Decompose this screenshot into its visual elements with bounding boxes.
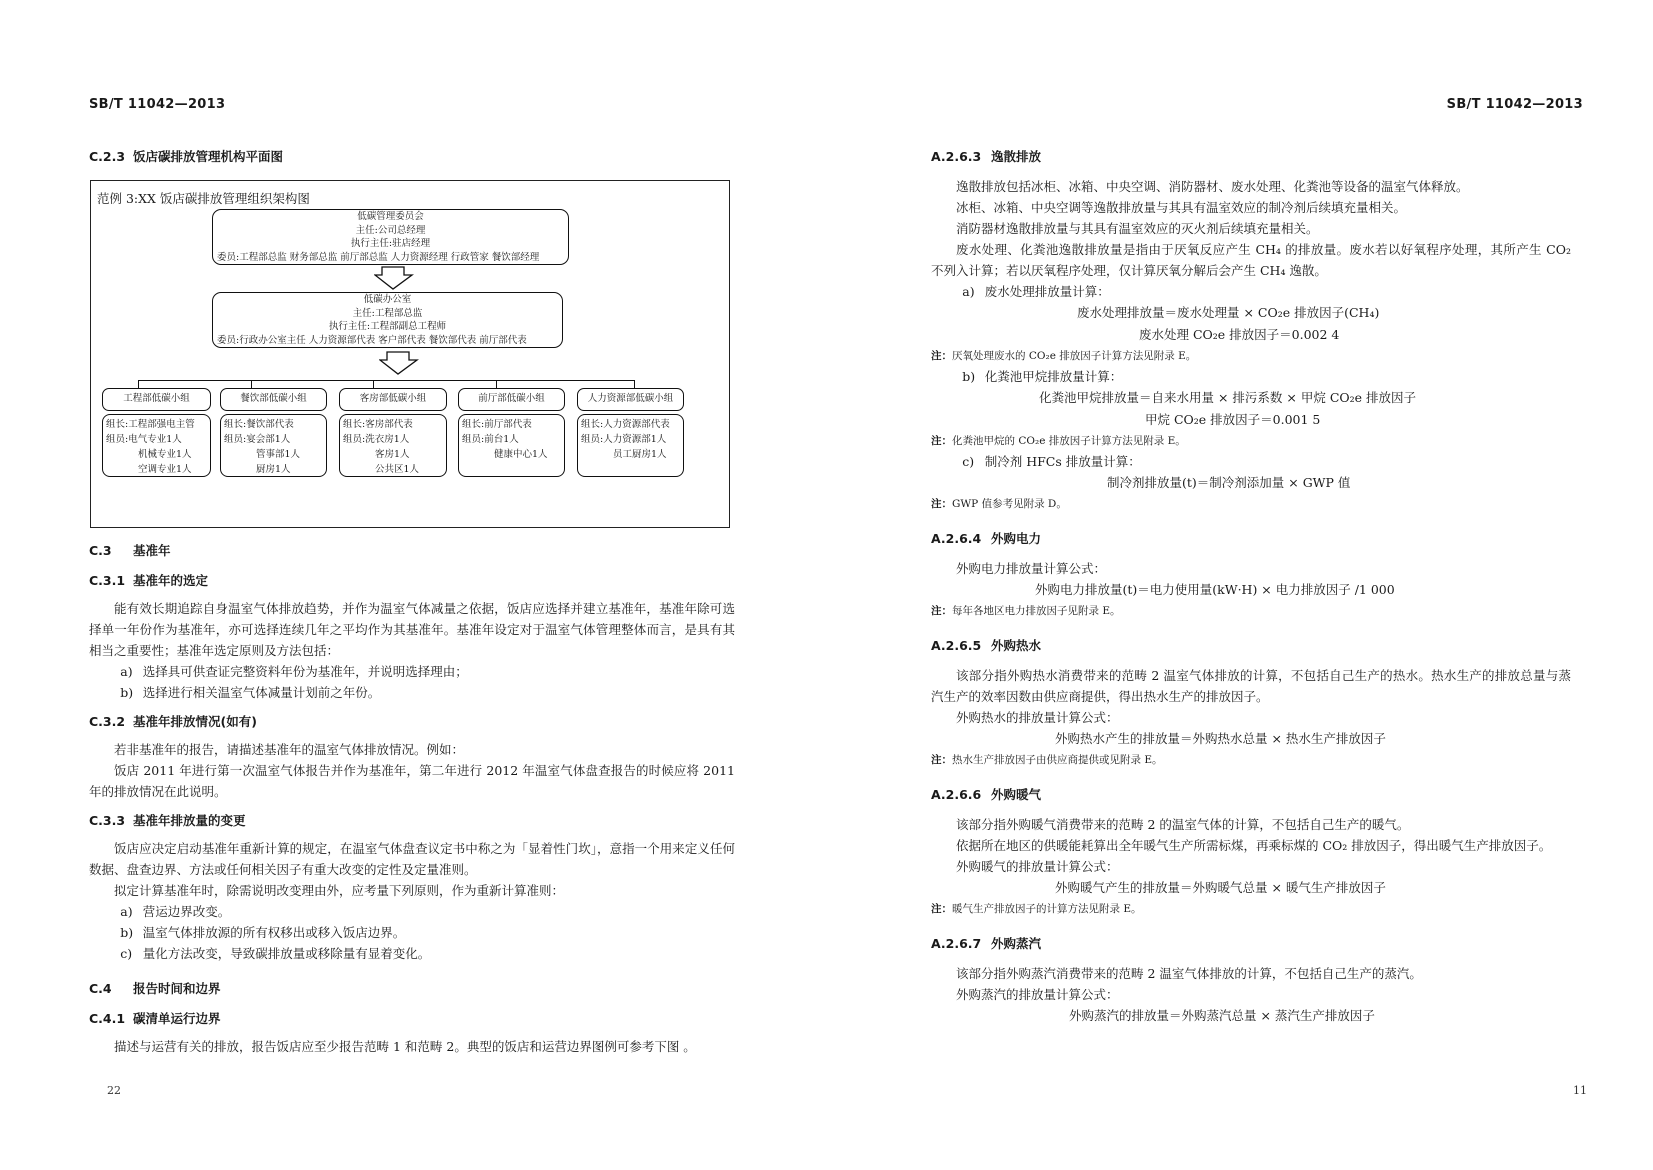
office-members: 委员:行政办公室主任 人力资源部代表 客户部代表 餐饮部代表 前厅部代表: [217, 334, 527, 346]
paragraph: 外购热水的排放量计算公式：: [956, 710, 1119, 725]
list-marker: a): [962, 284, 975, 299]
note-label: 注：: [931, 435, 952, 447]
list-marker: c): [120, 946, 133, 961]
section-heading-a264: [931, 528, 1571, 550]
group-leader: 组长:前厅部代表: [462, 419, 532, 430]
list-text: 量化方法改变，导致碳排放量或移除量有显着变化。: [142, 946, 431, 961]
list-marker: b): [962, 369, 976, 384]
group-member: 组员:前台1人: [462, 434, 519, 445]
left-content: [89, 146, 735, 168]
office-exec: 执行主任:工程部副总工程师: [328, 321, 447, 332]
group-member: 机械专业1人: [138, 449, 192, 460]
section-title: 逸散排放: [991, 149, 1042, 164]
group-leader: 组长:餐饮部代表: [224, 419, 294, 430]
section-number: C.4.1: [89, 1011, 126, 1026]
group-member: 厨房1人: [256, 464, 291, 475]
figure-title: 范例 3:XX 饭店碳排放管理组织架构图: [97, 191, 310, 206]
section-title: 外购电力: [991, 531, 1042, 546]
page-number: 11: [1573, 1084, 1587, 1097]
section-number: C.3.1: [89, 573, 126, 588]
note-text: 化粪池甲烷的 CO₂e 排放因子计算方法见附录 E。: [952, 435, 1186, 447]
section-heading-c4: [89, 978, 735, 1000]
group-member: 组员:电气专业1人: [106, 434, 182, 445]
list-text: 化粪池甲烷排放量计算：: [984, 369, 1123, 384]
group-leader: 组长:人力资源部代表: [581, 419, 670, 430]
list-text: 营运边界改变。: [142, 904, 231, 919]
connector-line: [496, 380, 497, 388]
section-number: C.3.2: [89, 714, 126, 729]
group-member: 空调专业1人: [138, 464, 192, 475]
office-box: [212, 292, 563, 348]
paragraph: 外购蒸汽的排放量计算公式：: [956, 987, 1119, 1002]
formula: 制冷剂排放量(t)＝制冷剂添加量 × GWP 值: [1107, 475, 1351, 490]
list-text: 废水处理排放量计算：: [984, 284, 1110, 299]
paragraph: 饭店应决定启动基准年重新计算的规定，在温室气体盘查议定书中称之为「显着性门坎」，意指一个用来定义任何数据、盘查边界、方法或任何相关因子有重大改变的定性及定量准则。: [89, 841, 735, 877]
paragraph: 冰柜、冰箱、中央空调等逸散排放量与其具有温室效应的制冷剂后续填充量相关。: [956, 200, 1407, 215]
section-title: 外购热水: [991, 638, 1042, 653]
list-text: 选择进行相关温室气体减量计划前之年份。: [142, 685, 381, 700]
list-marker: a): [120, 904, 133, 919]
formula: 外购热水产生的排放量＝外购热水总量 × 热水生产排放因子: [1055, 731, 1386, 746]
group-member: 管事部1人: [256, 449, 301, 460]
note-text: GWP 值参考见附录 D。: [952, 498, 1067, 510]
section-number: A.2.6.7: [931, 936, 982, 951]
note-text: 厌氧处理废水的 CO₂e 排放因子计算方法见附录 E。: [952, 350, 1197, 362]
group-leader: 组长:工程部强电主管: [106, 419, 195, 430]
section-number: A.2.6.3: [931, 149, 982, 164]
section-heading-a265: [931, 635, 1571, 657]
group-box: 客房部低碳小组: [339, 388, 447, 411]
connector-line: [251, 380, 252, 388]
group-members-box: [339, 414, 447, 477]
formula: 化粪池甲烷排放量＝自来水用量 × 排污系数 × 甲烷 CO₂e 排放因子: [1039, 390, 1417, 405]
paragraph: 该部分指外购蒸汽消费带来的范畴 2 温室气体排放的计算，不包括自己生产的蒸汽。: [956, 966, 1422, 981]
note: [931, 899, 1571, 919]
committee-box: [212, 209, 569, 265]
note-text: 暖气生产排放因子的计算方法见附录 E。: [952, 903, 1142, 915]
note-label: 注：: [931, 754, 952, 766]
section-title: 基准年: [133, 543, 171, 558]
note: [931, 346, 1571, 366]
formula: 废水处理 CO₂e 排放因子＝0.002 4: [1139, 327, 1340, 342]
group-box: 前厅部低碳小组: [458, 388, 565, 411]
list-marker: a): [120, 664, 133, 679]
org-chart-figure: [90, 180, 730, 528]
note-label: 注：: [931, 903, 952, 915]
formula: 废水处理排放量＝废水处理量 × CO₂e 排放因子(CH₄): [1077, 305, 1380, 320]
formula: 外购暖气产生的排放量＝外购暖气总量 × 暖气生产排放因子: [1055, 880, 1386, 895]
group-member: 组员:宴会部1人: [224, 434, 291, 445]
note: [931, 494, 1571, 514]
formula: 甲烷 CO₂e 排放因子＝0.001 5: [1145, 412, 1321, 427]
paragraph: 外购电力排放量计算公式：: [956, 561, 1107, 576]
paragraph: 拟定计算基准年时，除需说明改变理由外，应考量下列原则，作为重新计算准则：: [114, 883, 565, 898]
paragraph: 消防器材逸散排放量与其具有温室效应的灭火剂后续填充量相关。: [956, 221, 1319, 236]
connector-line: [634, 380, 635, 388]
note-label: 注：: [931, 498, 952, 510]
right-page: [827, 0, 1653, 1170]
section-heading-c33: [89, 810, 735, 832]
left-page: [0, 0, 826, 1170]
section-heading-a266: [931, 784, 1571, 806]
list-item: [956, 366, 1571, 387]
committee-members: 委员:工程部总监 财务部总监 前厅部总监 人力资源经理 行政管家 餐饮部经理: [217, 251, 540, 263]
committee-exec: 执行主任:驻店经理: [350, 238, 431, 249]
note-text: 热水生产排放因子由供应商提供或见附录 E。: [952, 754, 1163, 766]
group-members-box: [102, 414, 211, 477]
section-heading-c31: [89, 570, 735, 592]
section-number: C.3: [89, 543, 112, 558]
group-leader: 组长:客房部代表: [343, 419, 413, 430]
paragraph: 该部分指外购热水消费带来的范畴 2 温室气体排放的计算，不包括自己生产的热水。热水生产的排放总量与蒸汽生产的效率因数由供应商提供，得出热水生产的排放因子。: [931, 668, 1571, 704]
list-item: [114, 682, 735, 703]
section-title: 报告时间和边界: [133, 981, 221, 996]
standard-code: SB/T 11042—2013: [89, 97, 226, 112]
committee-director: 主任:公司总经理: [355, 224, 426, 236]
list-marker: c): [962, 454, 975, 469]
section-number: C.4: [89, 981, 112, 996]
paragraph: 若非基准年的报告，请描述基准年的温室气体排放情况。例如：: [114, 742, 465, 757]
group-members-box: [577, 414, 684, 477]
note: [931, 750, 1571, 770]
connector-line: [138, 380, 139, 388]
office-name: 低碳办公室: [363, 294, 412, 305]
section-title: 基准年排放情况(如有): [133, 714, 257, 729]
down-arrow-icon: [374, 266, 414, 290]
paragraph: 饭店 2011 年进行第一次温室气体报告并作为基准年，第二年进行 2012 年温室气体盘查报告的时候应将 2011 年的排放情况在此说明。: [89, 763, 735, 799]
section-title: 饭店碳排放管理机构平面图: [133, 149, 284, 164]
list-item: [956, 281, 1571, 302]
group-member: 组员:洗衣房1人: [343, 434, 410, 445]
section-heading-c23: [89, 146, 735, 168]
note-label: 注：: [931, 350, 952, 362]
list-item: [114, 901, 735, 922]
section-title: 外购暖气: [991, 787, 1042, 802]
paragraph: 废水处理、化粪池逸散排放量是指由于厌氧反应产生 CH₄ 的排放量。废水若以好氧程序处理，其所产生 CO₂ 不列入计算；若以厌氧程序处理，仅计算厌氧分解后会产生 CH₄ 逸散。: [931, 242, 1571, 278]
note-label: 注：: [931, 605, 952, 617]
section-heading-c41: [89, 1008, 735, 1030]
note: [931, 431, 1571, 451]
paragraph: 外购暖气的排放量计算公式：: [956, 859, 1119, 874]
left-content-lower: [89, 540, 735, 1057]
section-heading-c32: [89, 711, 735, 733]
formula: 外购蒸汽的排放量＝外购蒸汽总量 × 蒸汽生产排放因子: [1069, 1008, 1375, 1023]
list-item: [114, 943, 735, 964]
committee-name: 低碳管理委员会: [357, 211, 424, 222]
list-item: [114, 661, 735, 682]
section-title: 碳清单运行边界: [133, 1011, 221, 1026]
section-number: C.2.3: [89, 149, 126, 164]
paragraph: 该部分指外购暖气消费带来的范畴 2 的温室气体的计算，不包括自己生产的暖气。: [956, 817, 1410, 832]
list-item: [956, 451, 1571, 472]
list-text: 选择具可供查证完整资料年份为基准年，并说明选择理由；: [142, 664, 468, 679]
list-text: 温室气体排放源的所有权移出或移入饭店边界。: [142, 925, 406, 940]
section-heading-a263: [931, 146, 1571, 168]
paragraph: 描述与运营有关的排放，报告饭店应至少报告范畴 1 和范畴 2。典型的饭店和运营边界图例可参考下图 。: [114, 1039, 696, 1054]
list-marker: b): [120, 925, 134, 940]
group-members-box: [220, 414, 327, 477]
group-box: 工程部低碳小组: [102, 388, 211, 411]
group-member: 员工厨房1人: [613, 449, 667, 460]
group-box: 餐饮部低碳小组: [220, 388, 327, 411]
list-text: 制冷剂 HFCs 排放量计算：: [984, 454, 1141, 469]
section-number: A.2.6.6: [931, 787, 982, 802]
group-member: 组员:人力资源部1人: [581, 434, 667, 445]
paragraph: 能有效长期追踪自身温室气体排放趋势，并作为温室气体减量之依据，饭店应选择并建立基准年，基准年除可选择单一年份作为基准年，亦可选择连续几年之平均作为其基准年。基准年设定对于温室气体管理整体而言，是具有其相当之重要性；基准年选定原则及方法包括：: [89, 601, 735, 658]
section-heading-c3: [89, 540, 735, 562]
paragraph: 依据所在地区的供暖能耗算出全年暖气生产所需标煤，再乘标煤的 CO₂ 排放因子，得出暖气生产排放因子。: [956, 838, 1552, 853]
group-member: 公共区1人: [375, 464, 420, 475]
paragraph: 逸散排放包括冰柜、冰箱、中央空调、消防器材、废水处理、化粪池等设备的温室气体释放。: [956, 179, 1469, 194]
group-member: 客房1人: [375, 449, 410, 460]
note: [931, 601, 1571, 621]
section-title: 外购蒸汽: [991, 936, 1042, 951]
standard-code: SB/T 11042—2013: [1446, 97, 1583, 112]
formula: 外购电力排放量(t)＝电力使用量(kW·H) × 电力排放因子 /1 000: [1035, 582, 1395, 597]
list-marker: b): [120, 685, 134, 700]
down-arrow-icon: [379, 351, 419, 375]
office-director: 主任:工程部总监: [352, 307, 423, 319]
group-member: 健康中心1人: [494, 449, 548, 460]
page-number: 22: [107, 1084, 121, 1097]
section-title: 基准年排放量的变更: [133, 813, 246, 828]
note-text: 每年各地区电力排放因子见附录 E。: [952, 605, 1121, 617]
list-item: [114, 922, 735, 943]
section-number: C.3.3: [89, 813, 126, 828]
section-number: A.2.6.5: [931, 638, 982, 653]
group-members-box: [458, 414, 565, 477]
connector-line: [138, 380, 634, 381]
connector-line: [373, 380, 374, 388]
section-heading-a267: [931, 933, 1571, 955]
right-content: [931, 146, 1571, 1027]
group-box: 人力资源部低碳小组: [577, 388, 684, 411]
section-title: 基准年的选定: [133, 573, 209, 588]
section-number: A.2.6.4: [931, 531, 982, 546]
